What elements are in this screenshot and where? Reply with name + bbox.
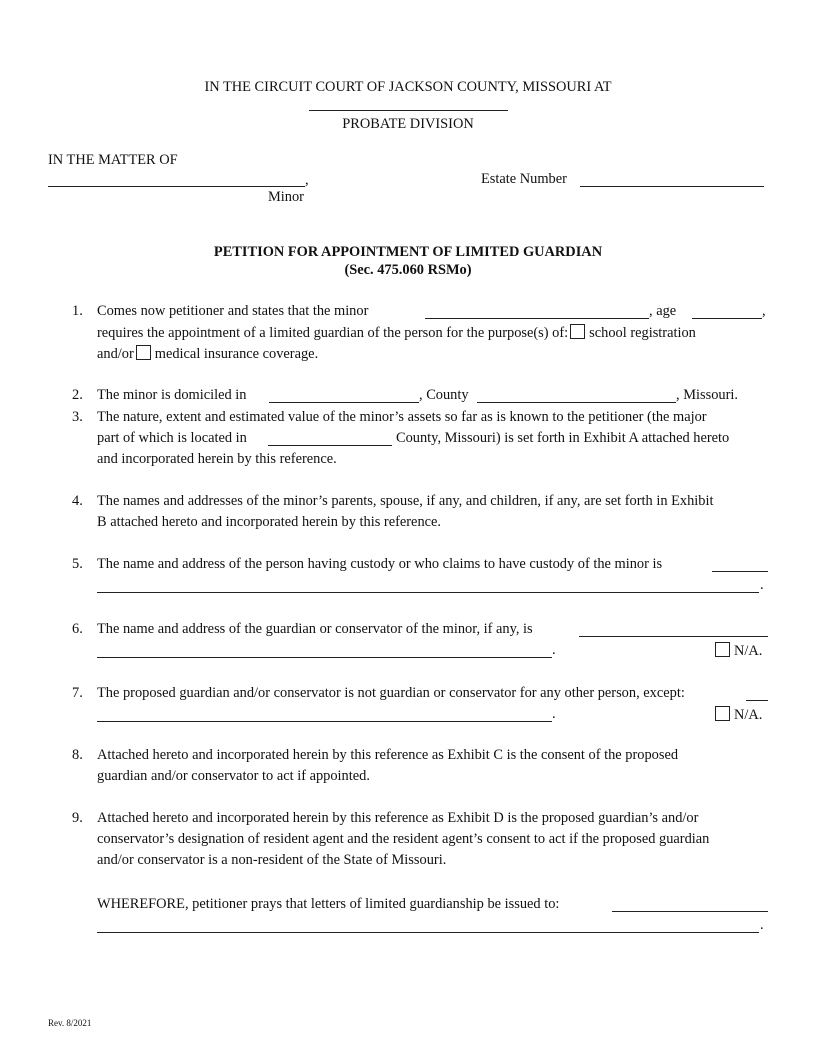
item-number: 3. — [72, 409, 83, 425]
item-6-line-1: The name and address of the guardian or conservator of the minor, if any, is — [97, 621, 533, 637]
item-4-line-1: The names and addresses of the minor’s parents, spouse, if any, and children, if any, are set forth in Exhibit — [97, 493, 714, 509]
wherefore-end: . — [760, 917, 764, 933]
school-registration-checkbox[interactable] — [570, 324, 585, 339]
letters-issued-to-field-start[interactable] — [612, 911, 768, 912]
item-number: 4. — [72, 493, 83, 509]
item-number: 5. — [72, 556, 83, 572]
petition-subtitle: (Sec. 475.060 RSMo) — [344, 262, 472, 278]
item-7-end: . — [552, 706, 556, 722]
wherefore-text: WHEREFORE, petitioner prays that letters of limited guardianship be issued to: — [97, 896, 560, 912]
item-6-end: . — [552, 642, 556, 658]
custody-field[interactable] — [97, 592, 759, 593]
guardian-field[interactable] — [97, 657, 552, 658]
matter-label: IN THE MATTER OF — [48, 152, 178, 168]
item-number: 9. — [72, 810, 83, 826]
county-blank[interactable] — [309, 110, 508, 111]
missouri-label: , Missouri. — [676, 387, 738, 403]
minor-name-blank[interactable] — [48, 186, 305, 187]
age-label: , age — [649, 303, 677, 319]
item-2-text: The minor is domiciled in — [97, 387, 247, 403]
guardian-na-checkbox[interactable] — [715, 642, 730, 657]
minor-name-field[interactable] — [425, 318, 649, 319]
item-5-line-1: The name and address of the person having custody or who claims to have custody of the minor is — [97, 556, 663, 572]
except-field-start[interactable] — [746, 700, 768, 701]
domicile-county-field[interactable] — [477, 402, 676, 403]
item-number: 7. — [72, 685, 83, 701]
estate-number-blank[interactable] — [580, 186, 764, 187]
item-number: 2. — [72, 387, 83, 403]
minor-label: Minor — [268, 189, 304, 205]
county-label: , County — [419, 387, 469, 403]
except-na-checkbox[interactable] — [715, 706, 730, 721]
item-7-line-1: The proposed guardian and/or conservator is not guardian or conservator for any other person, except: — [97, 685, 685, 701]
item-3-line-2b: County, Missouri) is set forth in Exhibit A attached hereto — [396, 430, 730, 446]
matter-comma: , — [305, 172, 309, 188]
division-heading: PROBATE DIVISION — [342, 116, 474, 132]
medical-insurance-checkbox[interactable] — [136, 345, 151, 360]
item-1-line-1: Comes now petitioner and states that the minor — [97, 303, 369, 319]
item-8-line-1: Attached hereto and incorporated herein by this reference as Exhibit C is the consent of the proposed — [97, 747, 679, 763]
item-number: 6. — [72, 621, 83, 637]
guardian-field-start[interactable] — [579, 636, 768, 637]
item-6-na: N/A. — [713, 642, 762, 660]
assets-county-field[interactable] — [268, 445, 392, 446]
court-heading: IN THE CIRCUIT COURT OF JACKSON COUNTY, MISSOURI AT — [204, 79, 612, 95]
item-1-line-2: requires the appointment of a limited guardian of the person for the purpose(s) of: school registration — [97, 325, 696, 341]
item-3-line-2a: part of which is located in — [97, 430, 247, 446]
age-comma: , — [762, 303, 766, 319]
item-1-line-3: and/or medical insurance coverage. — [97, 346, 319, 362]
item-7-na: N/A. — [713, 706, 762, 724]
revision-date: Rev. 8/2021 — [48, 1018, 92, 1028]
item-8-line-2: guardian and/or conservator to act if appointed. — [97, 768, 370, 784]
item-number: 1. — [72, 303, 83, 319]
item-3-line-1: The nature, extent and estimated value of the minor’s assets so far as is known to the petitioner (the major — [97, 409, 707, 425]
item-5-end: . — [760, 577, 764, 593]
custody-field-start[interactable] — [712, 571, 768, 572]
age-field[interactable] — [692, 318, 762, 319]
estate-number-label: Estate Number — [481, 171, 567, 187]
item-9-line-3: and/or conservator is a non-resident of the State of Missouri. — [97, 852, 447, 868]
item-3-line-3: and incorporated herein by this reference. — [97, 451, 337, 467]
domicile-city-field[interactable] — [269, 402, 419, 403]
item-9-line-1: Attached hereto and incorporated herein by this reference as Exhibit D is the proposed guardian’s and/or — [97, 810, 699, 826]
petition-title: PETITION FOR APPOINTMENT OF LIMITED GUARDIAN — [213, 244, 603, 260]
except-field[interactable] — [97, 721, 552, 722]
item-4-line-2: B attached hereto and incorporated herein by this reference. — [97, 514, 442, 530]
item-9-line-2: conservator’s designation of resident agent and the resident agent’s consent to act if the proposed guardian — [97, 831, 710, 847]
letters-issued-to-field[interactable] — [97, 932, 759, 933]
item-number: 8. — [72, 747, 83, 763]
